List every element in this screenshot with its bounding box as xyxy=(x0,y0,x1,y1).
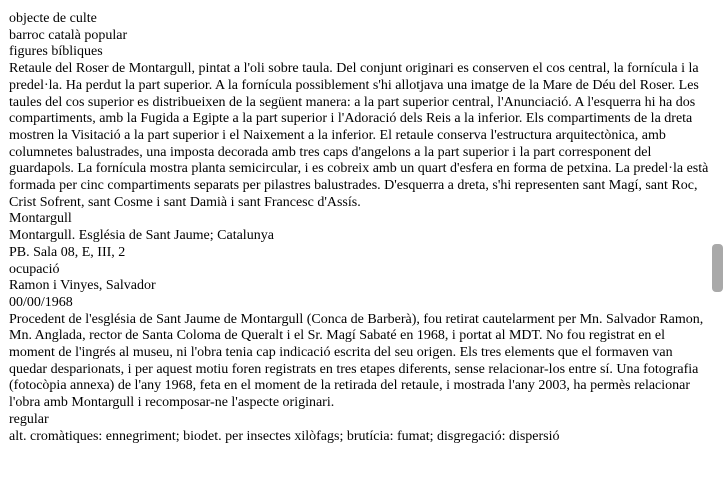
record-document xyxy=(9,11,710,445)
description-paragraph: Retaule del Roser de Montargull, pintat a l'oli sobre taula. Del conjunt originari es conserven el cos central, la fornícula i la predel·la. Ha perdut la part superior. A la fornícula possiblement s'hi allotjava una imatge de la Mare de Déu del Roser. Les taules del cos superior es distribueixen de la següent manera: a la part superior central, l'Anunciació. A l'esquerra hi ha dos compartiments, amb la Fugida a Egipte a la part superior i l'Adoració dels Reis a la inferior. Els compartiments de la dreta mostren la Visitació a la part superior i el Naixement a la inferior. El retaule conserva l'estructura arquitectònica, amb columnetes balustrades, una imposta decorada amb tres caps d'angelons a la part superior i la part corresponent del guardapols. La fornícula mostra planta semicircular, i es cobreix amb un quart d'esfera en forma de petxina. La predel·la està formada per cinc compartiments separats per pilastres balustrades. D'esquerra a dreta, s'hi representen sant Magí, sant Roc, Crist Sofrent, sant Cosme i sant Damià i sant Francesc d'Assís. xyxy=(9,61,709,210)
acquisition-agent-field: Ramon i Vinyes, Salvador xyxy=(9,278,156,294)
style-field: barroc català popular xyxy=(9,27,128,43)
condition-field: regular xyxy=(9,411,49,427)
acquisition-type-field: ocupació xyxy=(9,261,60,277)
category-field: objecte de culte xyxy=(9,11,97,26)
scrollbar-thumb[interactable] xyxy=(712,244,723,292)
storage-location-field: PB. Sala 08, E, III, 2 xyxy=(9,244,126,260)
acquisition-date-field: 00/00/1968 xyxy=(9,294,73,310)
vertical-scrollbar[interactable] xyxy=(710,0,723,478)
theme-field: figures bíbliques xyxy=(9,44,103,60)
alterations-field: alt. cromàtiques: ennegriment; biodet. per insectes xilòfags; brutícia: fumat; disgregació: dispersió xyxy=(9,428,560,444)
provenance-paragraph: Procedent de l'església de Sant Jaume de Montargull (Conca de Barberà), fou retirat cautelarment per Mn. Salvador Ramon, Mn. Anglada, rector de Santa Coloma de Queralt i el Sr. Magí Sabaté en 1968, i portat al MDT. No fou registrat en el moment de l'ingrés al museu, ni l'obra tenia cap indicació escrita del seu origen. Els tres elements que el formaven van quedar desparionats, i per aquest motiu foren registrats en tres etapes diferents, sense relacionar-los entre sí. Una fotografia (fotocòpia annexa) de l'any 1968, feta en el moment de la retirada del retaule, i mostrada l'any 2003, ha permès relacionar l'obra amb Montargull i recomposar-ne l'aspecte originari. xyxy=(9,311,704,411)
origin-location-field: Montargull. Església de Sant Jaume; Catalunya xyxy=(9,228,274,244)
origin-place-field: Montargull xyxy=(9,211,72,227)
